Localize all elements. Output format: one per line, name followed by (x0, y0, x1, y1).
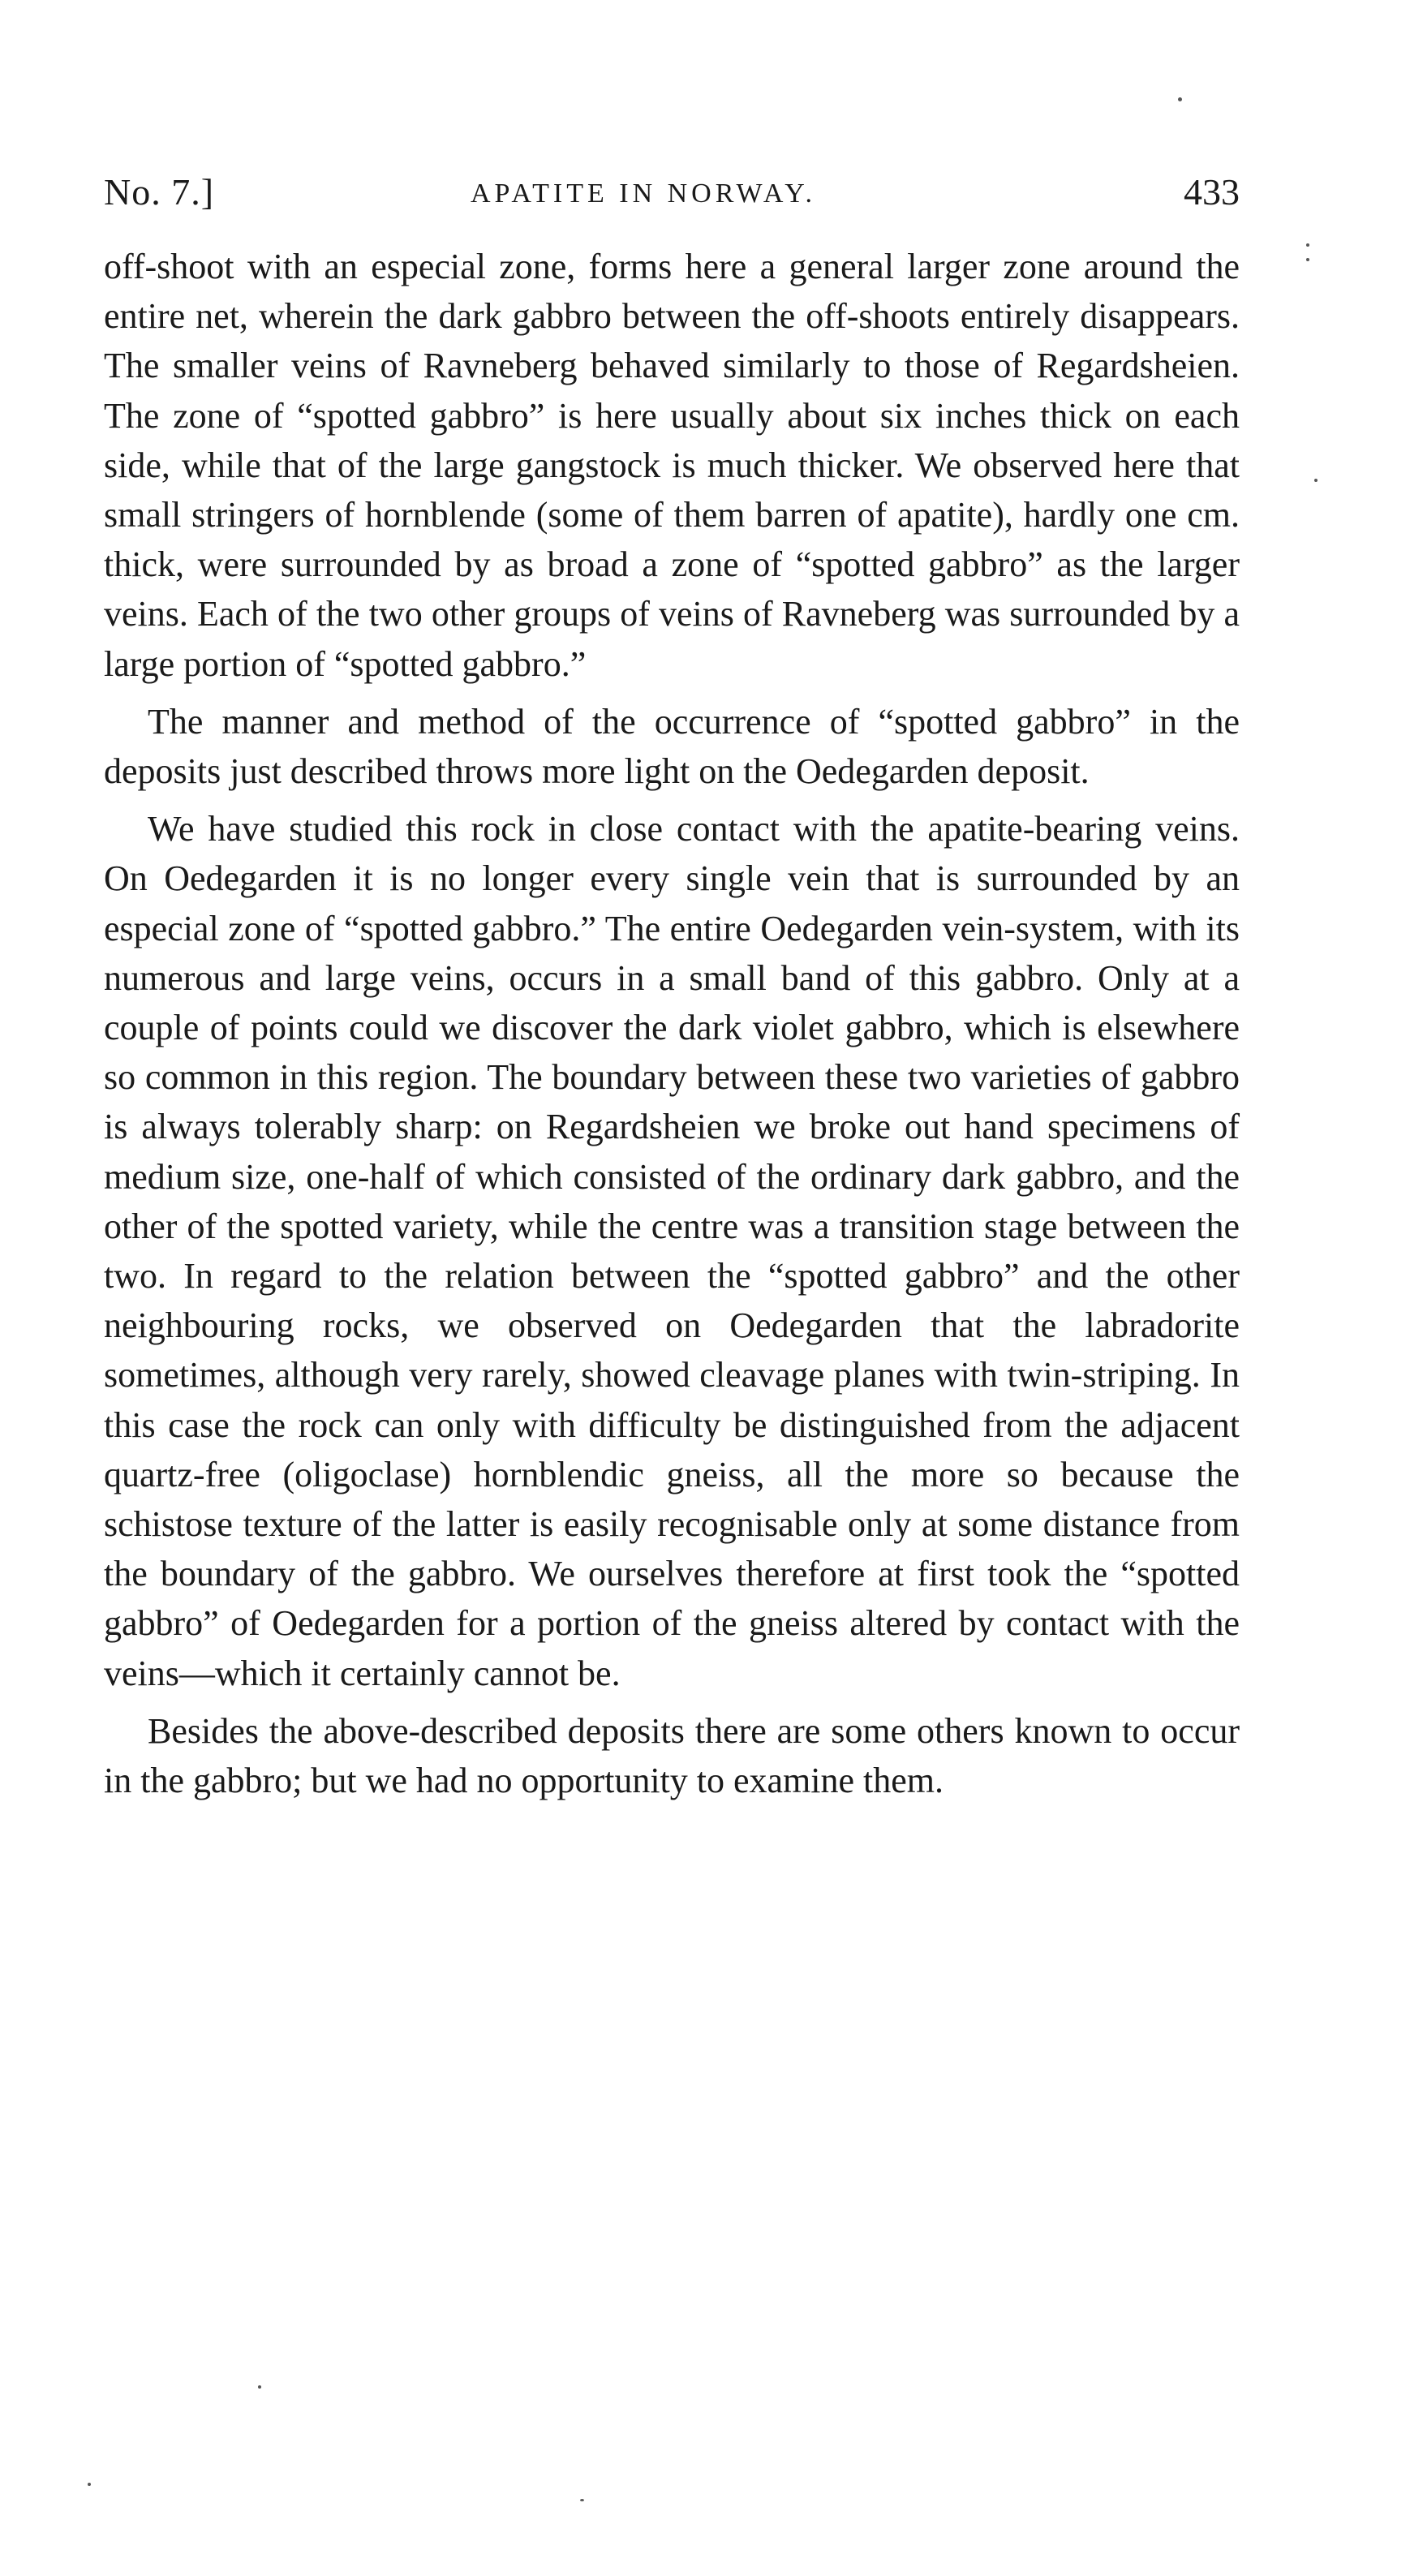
scan-speck (580, 2499, 584, 2501)
paragraph-2: The manner and method of the occurrence of “spotted gabbro” in the deposits just described throws more light on the Oedegarden deposit. (104, 701, 1240, 792)
body-text (104, 242, 1240, 1813)
paragraph-3: We have studied this rock in close contact with the apatite-bearing veins. On Oedegarden it is no longer every single vein that is surrounded by an especial zone of “spotted gabbro.” The entire Oedegarden vein-system, with its numerous and large veins, occurs in a small band of this gabbro. Only at a couple of points could we discover the dark violet gabbro, which is elsewhere so common in this region. The boundary between these two varieties of gabbro is always tolerably sharp: on Regardsheien we broke out hand specimens of medium size, one-half of which consisted of the ordinary dark gabbro, and the other of the spotted variety, while the centre was a transition stage between the two. In regard to the relation between the “spotted gabbro” and the other neighbouring rocks, we observed on Oedegarden that the labradorite sometimes, although very rarely, showed cleavage planes with twin-striping. In this case the rock can only with difficulty be distinguished from the adjacent quartz-free (oligoclase) hornblendic gneiss, all the more so because the schistose texture of the latter is easily recognisable only at some distance from the boundary of the gabbro. We ourselves therefore at first took the “spotted gabbro” of Oedegarden for a portion of the gneiss altered by contact with the veins—which it certainly cannot be. (104, 809, 1240, 1693)
paragraph-1: off-shoot with an especial zone, forms here a general larger zone around the entire net, wherein the dark gabbro between the off-shoots entirely disappears. The smaller veins of Ravneberg behaved similarly to those of Regardsheien. The zone of “spotted gabbro” is here usually about six inches thick on each side, while that of the large gangstock is much thicker. We observed here that small stringers of hornblende (some of them barren of apatite), hardly one cm. thick, were surrounded by as broad a zone of “spotted gabbro” as the larger veins. Each of the two other groups of veins of Ravneberg was surrounded by a large portion of “spotted gabbro.” (104, 247, 1240, 684)
paragraph-4: Besides the above-described deposits there are some others known to occur in the gabbro; but we had no opportunity to examine them. (104, 1710, 1240, 1801)
scan-speck (88, 2483, 91, 2486)
scan-speck (1306, 243, 1309, 247)
running-header (104, 170, 1240, 227)
issue-number: No. 7.] (104, 171, 215, 213)
scan-speck (1314, 479, 1318, 482)
scan-speck (1306, 258, 1309, 261)
scan-speck (258, 2385, 261, 2389)
scan-speck (1178, 97, 1182, 101)
page-number: 433 (1184, 171, 1240, 213)
running-title: APATITE IN NORWAY. (471, 178, 816, 209)
